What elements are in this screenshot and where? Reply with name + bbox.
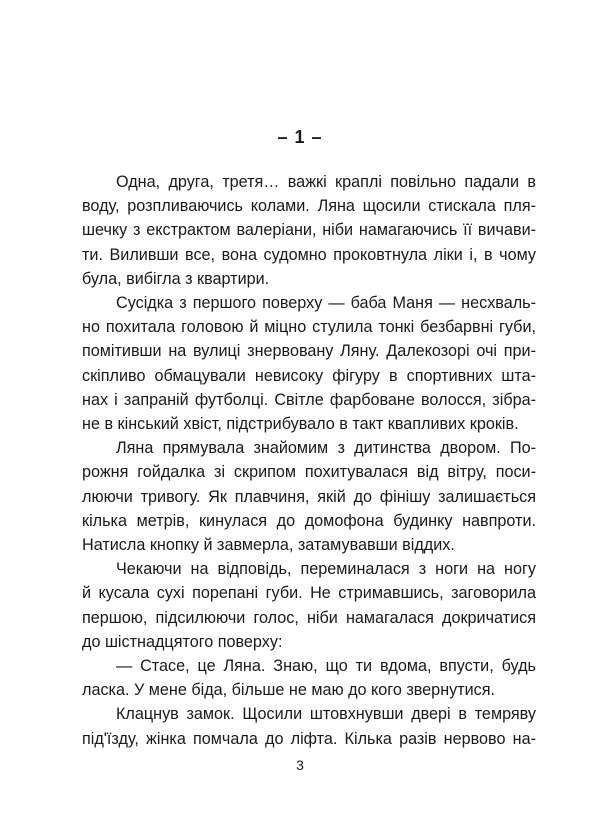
text-line: ласка. У мене біда, більше не маю до кого звернутися. — [82, 681, 496, 700]
text-line: не в кінський хвіст, підстрибувало в такт квапливих кроків. — [82, 415, 519, 434]
text-line: нах і запраній футболці. Світле фарбоване волосся, зібра- — [82, 390, 536, 409]
text-line: Сусідка з першого поверху — баба Маня — несхваль- — [116, 294, 536, 313]
text-line: помітивши на вулиці знервовану Ляну. Далекозорі очі при- — [82, 342, 536, 361]
paragraph — [82, 702, 536, 750]
text-line: но похитала головою й міцно стулила тонкі безбарвні губи, — [82, 318, 536, 337]
text-line: скіпливо обмацували невисоку фігуру в спортивних шта- — [82, 366, 536, 385]
text-line: під'їзду, жінка помчала до ліфта. Кілька разів нервово на- — [82, 729, 536, 748]
text-line: Чекаючи на відповідь, переминалася з ноги на ногу — [116, 560, 536, 579]
paragraph — [82, 291, 536, 436]
text-line: воду, розпливаючись колами. Ляна щосили стискала пля- — [82, 197, 536, 216]
paragraph — [82, 654, 536, 702]
text-line: першою, підсилюючи голос, ніби намагалася докричатися — [82, 608, 536, 627]
paragraph — [82, 557, 536, 654]
paragraph — [82, 436, 536, 557]
text-line: була, вибігла з квартири. — [82, 269, 270, 288]
text-line: до шістнадцятого поверху: — [82, 632, 283, 651]
text-line: Одна, друга, третя… важкі краплі повільно падали в — [116, 173, 536, 191]
text-line: ти. Виливши все, вона судомно проковтнула ліки і, в чому — [82, 245, 536, 264]
text-line: Ляна прямувала знайомим з дитинства двором. По- — [116, 439, 536, 458]
text-body — [82, 170, 536, 751]
text-line: рожня гойдалка зі скрипом похитувалася від вітру, поси- — [82, 463, 536, 482]
text-line: шечку з екстрактом валеріани, ніби намагаючись її вичави- — [82, 221, 536, 240]
chapter-heading: – 1 – — [277, 127, 323, 147]
text-line: й кусала сухі порепані губи. Не стримавшись, заговорила — [82, 584, 536, 603]
paragraph — [82, 170, 536, 291]
text-line: люючи тривогу. Як плавчиня, якій до фінішу залишається — [82, 487, 536, 506]
text-line: Натисла кнопку й завмерла, затамувавши віддих. — [82, 536, 455, 555]
page-number: 3 — [296, 757, 304, 773]
text-line: кілька метрів, кинулася до домофона будинку навпроти. — [82, 511, 536, 530]
text-line: Клацнув замок. Щосили штовхнувши двері в темряву — [116, 705, 536, 724]
text-line: — Стасе, це Ляна. Знаю, що ти вдома, впусти, будь — [116, 657, 536, 676]
